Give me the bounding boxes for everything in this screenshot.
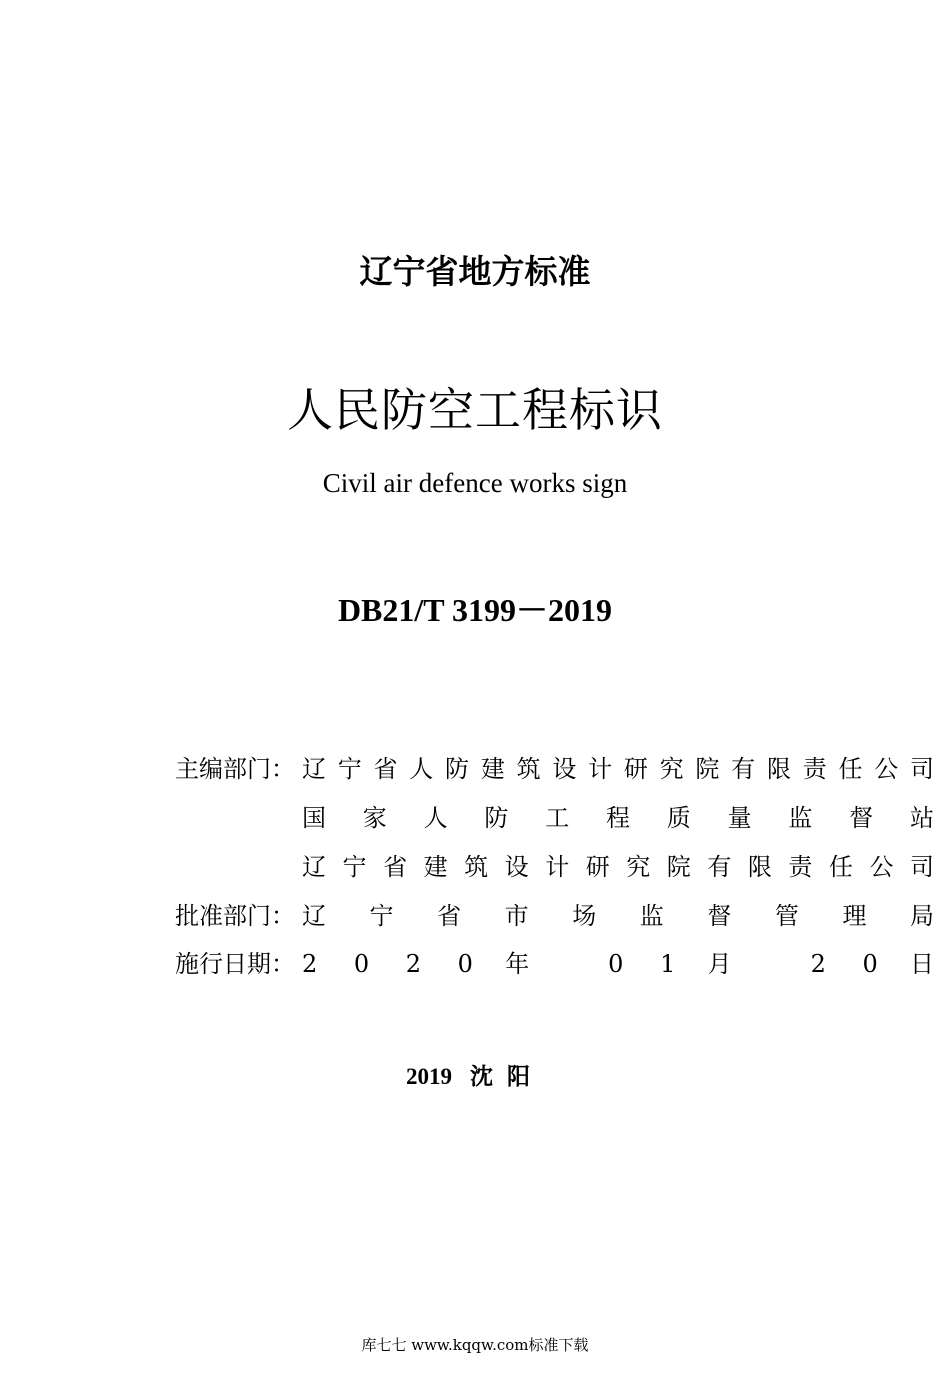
glyph: 司	[910, 853, 934, 881]
glyph: 辽	[302, 902, 326, 930]
standard-type-heading: 辽宁省地方标准	[359, 252, 591, 291]
glyph: 督	[707, 902, 732, 930]
publication-line	[0, 1058, 950, 1091]
editor-label: 主编部门：	[175, 755, 295, 783]
glyph: 研	[585, 853, 610, 881]
glyph: 公	[869, 853, 894, 881]
glyph: 建	[423, 853, 448, 881]
glyph: 宁	[342, 853, 367, 881]
glyph: 市	[504, 902, 529, 930]
standard-code: DB21/T 3199－2019	[337, 592, 613, 628]
glyph: 辽	[302, 853, 326, 881]
glyph: 防	[484, 804, 509, 832]
glyph: 省	[437, 902, 462, 930]
glyph: 有	[707, 853, 732, 881]
glyph: 人	[423, 804, 448, 832]
glyph: 质	[666, 804, 691, 832]
glyph: 工	[545, 804, 570, 832]
glyph: 责	[788, 853, 813, 881]
glyph: 月	[707, 950, 732, 978]
glyph: 省	[383, 853, 408, 881]
glyph: 限	[747, 853, 772, 881]
glyph: 0	[353, 950, 370, 978]
glyph: 任	[828, 853, 853, 881]
editor-value-1: 辽宁省人防建筑设计研究院有限责任公司	[302, 755, 934, 783]
glyph: 监	[639, 902, 664, 930]
glyph: 究	[626, 853, 651, 881]
publication-year: 2019	[406, 1064, 452, 1089]
glyph: 家	[362, 804, 387, 832]
glyph: 量	[727, 804, 752, 832]
document-title-chinese: 人民防空工程标识	[287, 383, 663, 437]
glyph: 年	[505, 950, 530, 978]
glyph: 0	[608, 950, 624, 978]
glyph: 2	[302, 950, 318, 978]
glyph: 2	[405, 950, 422, 978]
glyph: 1	[660, 950, 676, 978]
document-title-english: Civil air defence works sign	[322, 468, 628, 498]
glyph: 理	[842, 902, 867, 930]
glyph: 0	[457, 950, 473, 978]
glyph: 监	[788, 804, 813, 832]
glyph: 程	[606, 804, 630, 832]
glyph: 计	[545, 853, 570, 881]
glyph: 管	[774, 902, 799, 930]
glyph: 站	[910, 804, 934, 832]
glyph: 院	[666, 853, 691, 881]
effective-date-label: 施行日期：	[175, 950, 295, 978]
glyph: 筑	[464, 853, 489, 881]
glyph: 国	[302, 804, 326, 832]
glyph: 督	[849, 804, 874, 832]
glyph: 设	[504, 853, 529, 881]
glyph: 0	[862, 950, 878, 978]
approver-label: 批准部门：	[175, 902, 295, 930]
publication-city: 沈阳	[470, 1064, 544, 1090]
footer-watermark-text: 库七七 www.kqqw.com标准下载	[361, 1336, 589, 1354]
glyph: 局	[910, 902, 934, 930]
glyph: 宁	[369, 902, 394, 930]
glyph: 2	[810, 950, 826, 978]
glyph: 日	[910, 950, 934, 978]
glyph: 场	[572, 902, 597, 930]
